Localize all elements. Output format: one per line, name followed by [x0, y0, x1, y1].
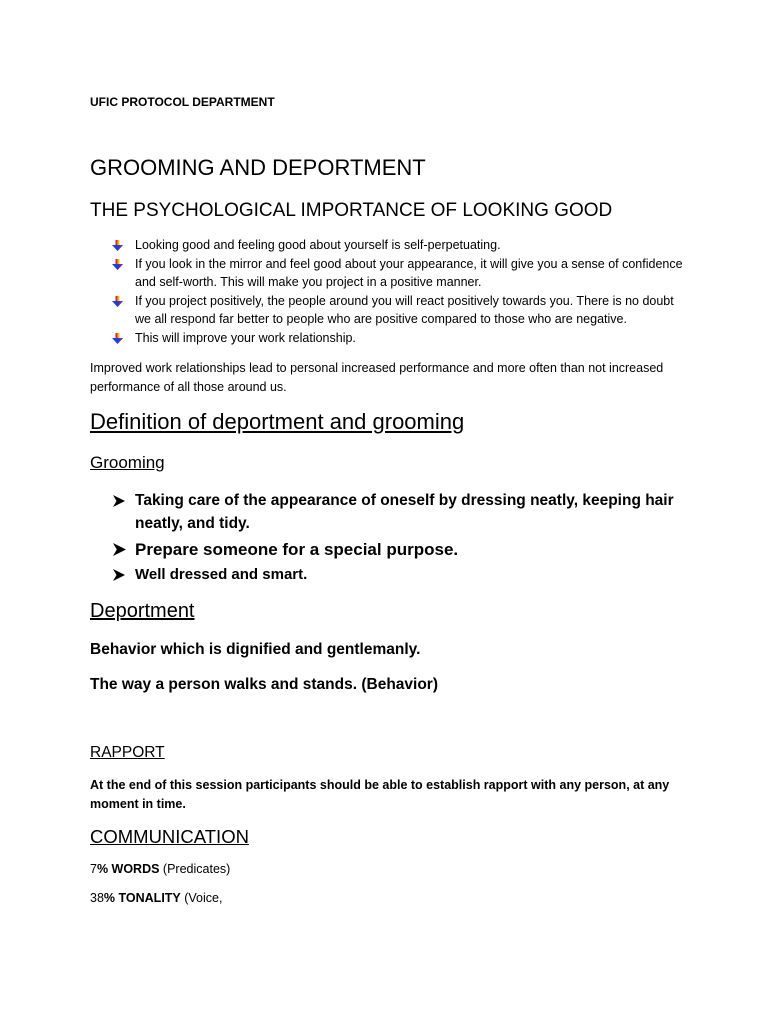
bullet-text: If you project positively, the people around you will react positively towards you. There is no doubt we all respond far better to people who are positive compared to those who are negative. — [135, 293, 674, 326]
arrow-down-icon — [112, 240, 123, 251]
grooming-list — [112, 489, 682, 586]
stat-label: % WORDS — [96, 862, 160, 876]
communication-stat — [90, 891, 222, 905]
document-title: GROOMING AND DEPORTMENT — [90, 155, 426, 180]
benefits-list — [112, 236, 692, 347]
arrowhead-right-icon — [113, 495, 125, 507]
rapport-heading: RAPPORT — [90, 744, 165, 761]
arrow-down-icon — [112, 296, 123, 307]
bullet-text: This will improve your work relationship. — [135, 330, 356, 345]
list-item — [112, 537, 682, 562]
stat-note: (Predicates) — [159, 862, 231, 876]
deportment-line: The way a person walks and stands. (Behavior) — [90, 676, 438, 693]
arrowhead-right-icon — [113, 543, 126, 556]
stat-number: 7 — [90, 862, 97, 876]
communication-heading: COMMUNICATION — [90, 826, 249, 847]
performance-paragraph: Improved work relationships lead to personal increased performance and more often than not increased performance of all those around us. — [90, 361, 664, 394]
deportment-line: Behavior which is dignified and gentlemanly. — [90, 641, 421, 658]
definition-heading: Definition of deportment and grooming — [90, 409, 465, 434]
list-item — [112, 489, 682, 535]
stat-note: (Voice, — [180, 891, 223, 905]
list-item — [112, 292, 692, 329]
stat-label: % TONALITY — [103, 891, 181, 905]
list-item — [112, 255, 692, 292]
section-title: THE PSYCHOLOGICAL IMPORTANCE OF LOOKING GOOD — [90, 200, 613, 221]
grooming-item-text: Prepare someone for a special purpose. — [135, 540, 459, 559]
arrow-down-icon — [112, 333, 123, 344]
deportment-heading: Deportment — [90, 600, 195, 622]
communication-stat — [90, 862, 230, 876]
grooming-item-text: Taking care of the appearance of oneself by dressing neatly, keeping hair neatly, and tidy. — [135, 492, 674, 532]
bullet-text: Looking good and feeling good about yourself is self-perpetuating. — [135, 238, 501, 252]
arrow-down-icon — [112, 259, 123, 270]
arrowhead-right-icon — [113, 569, 125, 581]
list-item — [112, 329, 692, 348]
bullet-text: If you look in the mirror and feel good about your appearance, it will give you a sense of confidence and self-worth. This will make you project in a positive manner. — [135, 256, 683, 289]
list-item — [112, 563, 682, 586]
department-label: UFIC PROTOCOL DEPARTMENT — [90, 95, 275, 109]
grooming-heading: Grooming — [90, 453, 165, 472]
stat-number: 38 — [90, 891, 104, 905]
grooming-item-text: Well dressed and smart. — [135, 566, 308, 583]
rapport-text: At the end of this session participants should be able to establish rapport with any person, at any moment in time. — [90, 778, 670, 811]
list-item — [112, 236, 692, 255]
